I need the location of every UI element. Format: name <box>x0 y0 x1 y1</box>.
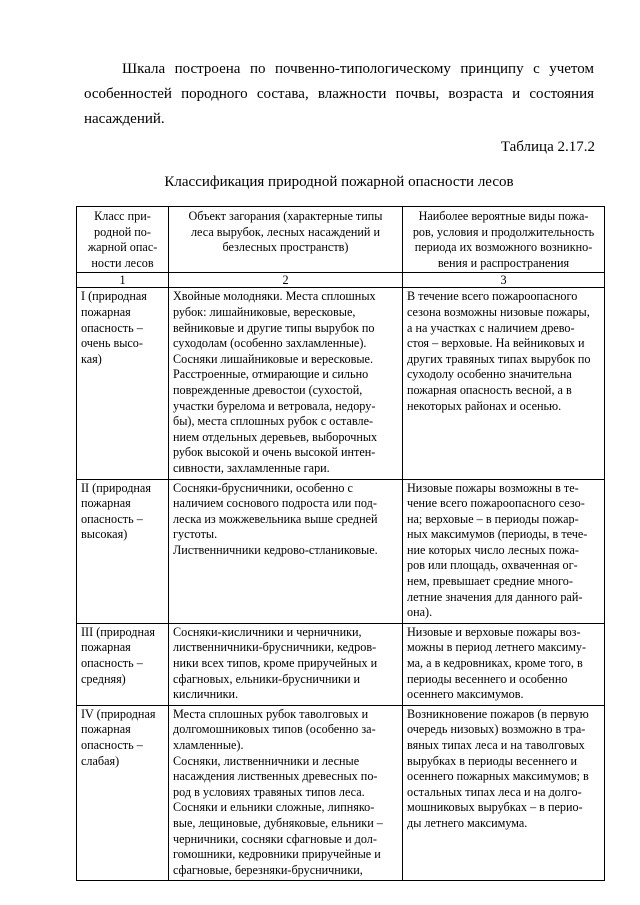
class-cell: I (природная пожарная опасность – очень высо- кая) <box>77 288 169 479</box>
object-cell: Сосняки-кисличники и черничники, лиственничники-брусничники, кедров- ники всех типов, кроме приручейных и сфагновых, ельники-брусничники и кисличники. <box>169 623 403 705</box>
fire-danger-classification-table <box>76 206 605 881</box>
table-row <box>77 288 605 479</box>
table-title: Классификация природной пожарной опасности лесов <box>164 174 514 190</box>
table-number: Таблица 2.17.2 <box>500 139 595 155</box>
column-header-fire-types: Наиболее вероятные виды пожа- ров, условия и продолжительность периода их возможного возникно- вения и распространения <box>403 207 605 273</box>
intro-paragraph: Шкала построена по почвенно-типологическому принципу с учетом особенностей породного состава, влажности почвы, возраста и состояния насаждений. <box>84 61 594 127</box>
class-cell: III (природная пожарная опасность – средняя) <box>77 623 169 705</box>
table-row <box>77 623 605 705</box>
table-row <box>77 705 605 881</box>
column-number: 2 <box>169 273 403 288</box>
class-cell: II (природная пожарная опасность – высокая) <box>77 479 169 623</box>
column-number: 3 <box>403 273 605 288</box>
fires-cell: В течение всего пожароопасного сезона возможны низовые пожары, а на участках с наличием древо- стоя – верховые. На вейниковых и других травяных типах вырубок по суходолу особенно значительна пожарная опасность весной, а в некоторых районах и осенью. <box>403 288 605 479</box>
table-header-row <box>77 207 605 273</box>
fires-cell: Низовые и верховые пожары воз- можны в период летнего максиму- ма, а в кедровниках, кроме того, в периоды весеннего и особенно осеннего максимумов. <box>403 623 605 705</box>
column-number: 1 <box>77 273 169 288</box>
column-header-class: Класс при- родной по- жарной опас- ности лесов <box>77 207 169 273</box>
table-row <box>77 479 605 623</box>
column-header-object: Объект загорания (характерные типы леса вырубок, лесных насаждений и безлесных пространств) <box>169 207 403 273</box>
class-cell: IV (природная пожарная опасность – слабая) <box>77 705 169 881</box>
object-cell: Хвойные молодняки. Места сплошных рубок: лишайниковые, вересковые, вейниковые и другие типы вырубок по суходолам (особенно захламленные). Сосняки лишайниковые и вересковые. Расстроенные, отмирающие и сильно поврежденные древостои (сухостой, участки бурелома и ветровала, недору- бы), места сплошных рубок с оставле- нием отдельных деревьев, выборочных рубок высокой и очень высокой интен- сивности, захламленные гари. <box>169 288 403 479</box>
fires-cell: Возникновение пожаров (в первую очередь низовых) возможно в тра- вяных типах леса и на таволговых вырубках в периоды весеннего и осеннего пожарных максимумов; в остальных типах леса и на долго- мошниковых вырубках – в перио- ды летнего максимума. <box>403 705 605 881</box>
fires-cell: Низовые пожары возможны в те- чение всего пожароопасного сезо- на; верховые – в периоды пожар- ных максимумов (периоды, в тече- ние которых число лесных пожа- ров или площадь, охваченная ог- нем, превышает средние много- летние значения для данного рай- она). <box>403 479 605 623</box>
object-cell: Места сплошных рубок таволговых и долгомошниковых типов (особенно за- хламленные). Сосняки, лиственничники и лесные насаждения лиственных древесных по- род в условиях травяных типов леса. Сосняки и ельники сложные, липняко- вые, лещиновые, дубняковые, ельники – черничники, сосняки сфагновые и дол- гомошники, кедровники приручейные и сфагновые, березняки-брусничники, <box>169 705 403 881</box>
object-cell: Сосняки-брусничники, особенно с наличием соснового подроста или под- леска из можжевельника выше средней густоты. Лиственничники кедрово-стланиковые. <box>169 479 403 623</box>
column-number-row <box>77 273 605 288</box>
